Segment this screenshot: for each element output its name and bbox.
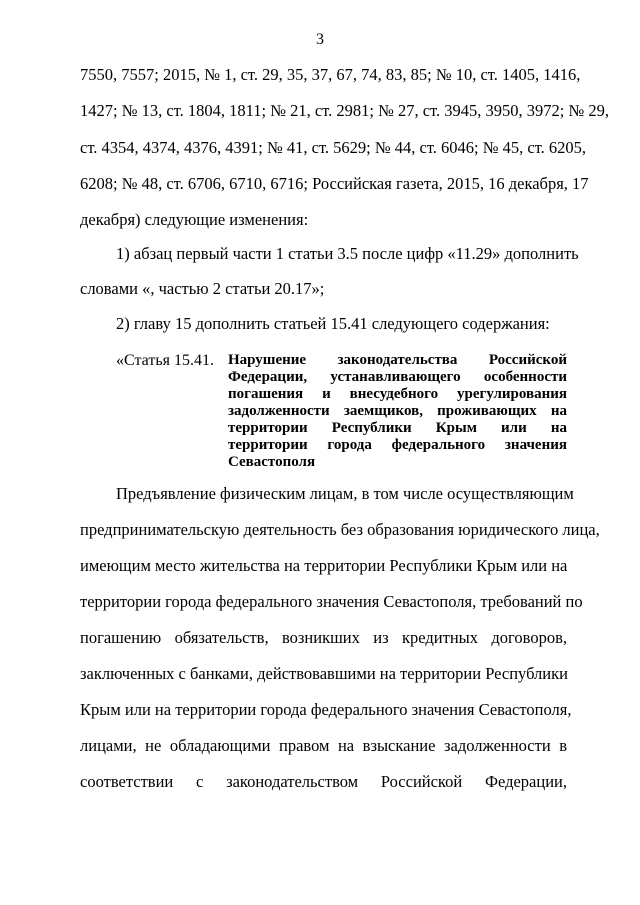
text-line: предпринимательскую деятельность без образования юридического лица,: [80, 520, 600, 539]
text-line: Крым или на территории города федерального значения Севастополя,: [80, 700, 572, 719]
text-line: словами «, частью 2 статьи 20.17»;: [80, 279, 325, 298]
text-line: 6208; № 48, ст. 6706, 6710, 6716; Российская газета, 2015, 16 декабря, 17: [80, 174, 589, 193]
article-label: «Статья 15.41.: [116, 352, 214, 369]
text-line: имеющим место жительства на территории Республики Крым или на: [80, 556, 568, 575]
text-line: 1427; № 13, ст. 1804, 1811; № 21, ст. 2981; № 27, ст. 3945, 3950, 3972; № 29,: [80, 101, 609, 120]
text-line: ст. 4354, 4374, 4376, 4391; № 41, ст. 5629; № 44, ст. 6046; № 45, ст. 6205,: [80, 138, 587, 157]
text-line: лицами, не обладающими правом на взыскание задолженности в: [80, 736, 567, 755]
text-line: погашению обязательств, возникших из кредитных договоров,: [80, 628, 567, 647]
article-title-line: погашения и внесудебного урегулирования: [228, 386, 567, 402]
article-title-line: Федерации, устанавливающего особенности: [228, 369, 567, 385]
text-line: соответствии с законодательством Российской Федерации,: [80, 772, 567, 791]
text-line: 1) абзац первый части 1 статьи 3.5 после цифр «11.29» дополнить: [116, 244, 579, 263]
text-line: 7550, 7557; 2015, № 1, ст. 29, 35, 37, 67, 74, 83, 85; № 10, ст. 1405, 1416,: [80, 65, 581, 84]
article-title-line: территории Республики Крым или на: [228, 420, 567, 436]
article-title-line: территории города федерального значения: [228, 437, 567, 453]
text-line: заключенных с банками, действовавшими на территории Республики: [80, 664, 568, 683]
text-line: декабря) следующие изменения:: [80, 210, 309, 229]
text-line: Предъявление физическим лицам, в том числе осуществляющим: [116, 484, 574, 503]
article-title-line: Севастополя: [228, 454, 316, 470]
article-title-line: задолженности заемщиков, проживающих на: [228, 403, 567, 419]
article-title-line: Нарушение законодательства Российской: [228, 352, 567, 368]
page-number: 3: [316, 31, 324, 48]
text-line: территории города федерального значения Севастополя, требований по: [80, 592, 583, 611]
text-line: 2) главу 15 дополнить статьей 15.41 следующего содержания:: [116, 314, 550, 333]
